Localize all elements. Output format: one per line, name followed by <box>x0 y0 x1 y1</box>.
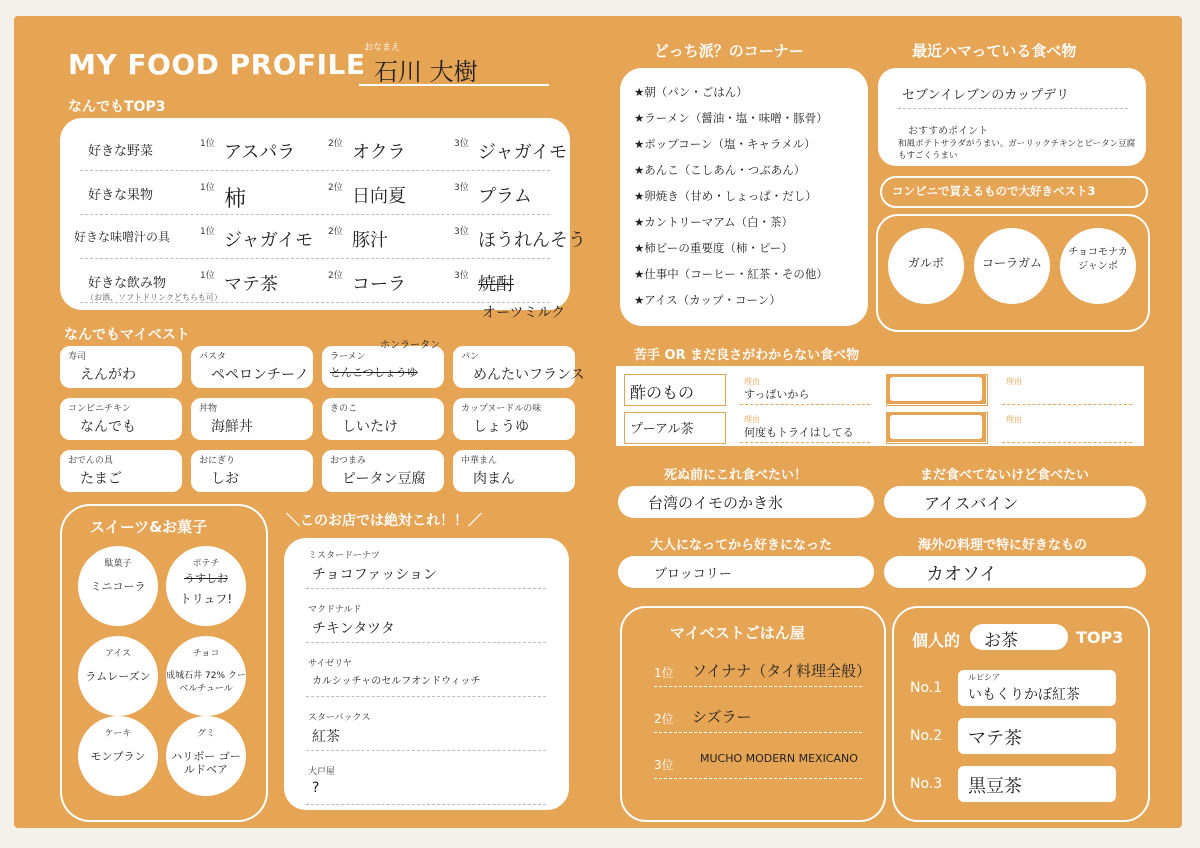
mybest-title: なんでもマイベスト <box>64 327 190 343</box>
sweets-circle <box>166 636 246 716</box>
dotchi-item: ★柿ピーの重要度（柿・ピー） <box>634 241 793 255</box>
top3-rank-label: 2位 <box>328 271 343 281</box>
sweets-item-label: アイス <box>104 649 132 659</box>
sweets-item-label: 駄菓子 <box>104 559 132 569</box>
name-label: おなまえ <box>364 43 401 53</box>
mybest-item-correction: ホンラータン <box>380 340 440 351</box>
gohan-line <box>654 686 862 687</box>
shops-box <box>284 538 569 810</box>
top3-rank-label: 2位 <box>328 227 343 237</box>
mybest-item-label: パスタ <box>199 352 227 362</box>
personal-title-fill: お茶 <box>984 631 1018 651</box>
recent-point-value: 和風ポテトサラダがうまい。ガーリックチキンとピータン豆腐もすごくうまい <box>898 139 1136 161</box>
mybest-item <box>191 346 313 388</box>
name-underline <box>359 84 549 86</box>
conbini-circle <box>974 228 1050 304</box>
conbini-circle <box>1060 228 1136 304</box>
personal-value: マテ茶 <box>968 728 1022 749</box>
sweets-item-value: 成城石井 72% クーベルチュール <box>166 671 246 694</box>
top3-row-note: （お酒、ソフトドリンクどちらも可） <box>86 293 222 302</box>
personal-rank: No.2 <box>910 728 943 744</box>
mybest-item-value: 肉まん <box>473 471 515 487</box>
shop-line <box>306 750 546 751</box>
sweets-item-label: グミ <box>196 729 215 739</box>
mybest-item-label: おにぎり <box>199 456 236 466</box>
mybest-item-value: しょうゆ <box>473 419 529 435</box>
top3-value: アスパラ <box>224 142 296 163</box>
shop-value: チキンタツタ <box>312 621 395 637</box>
top3-rank-label: 1位 <box>200 139 215 149</box>
top3-box <box>60 118 586 310</box>
personal-note: ルピシア <box>968 673 1000 682</box>
dotchi-box <box>620 68 868 326</box>
top3-rank-label: 3位 <box>454 183 469 193</box>
mybest-item-value: しいたけ <box>342 419 398 435</box>
top3-value: 日向夏 <box>352 186 406 207</box>
foreign-title: 海外の料理で特に好きなもの <box>918 538 1088 553</box>
sweets-item-label: ポテチ <box>192 559 220 569</box>
mybest-item-label: おでんの具 <box>68 456 113 466</box>
sweets-circle <box>166 716 246 796</box>
not-yet-box <box>884 486 1146 518</box>
dotchi-item: ★ポップコーン（塩・キャラメル） <box>634 137 816 151</box>
top3-value: ほうれんそう <box>478 230 586 251</box>
dotchi-item: ★卵焼き（甘め・しょっぱ・だし） <box>634 189 817 203</box>
personal-value-box <box>958 670 1116 706</box>
top3-title: なんでもTOP3 <box>68 99 166 115</box>
top3-row-label: 好きな果物 <box>88 188 154 203</box>
gohan-value: シズラー <box>692 708 752 726</box>
top3-rank-label: 1位 <box>200 183 215 193</box>
sweets-item-value: モンブラン <box>90 750 146 763</box>
sweets-item-value: ハリボー ゴールドベア <box>171 750 241 776</box>
mybest-item-value: えんがわ <box>80 367 136 383</box>
sweets-circle <box>166 546 246 626</box>
personal-value-box <box>958 718 1116 754</box>
mybest-item-value: しお <box>211 471 239 487</box>
conbini-item: コーラガム <box>981 256 1042 270</box>
top3-rank-label: 2位 <box>328 183 343 193</box>
dislike-line <box>740 404 870 405</box>
top3-rank-label: 1位 <box>200 271 215 281</box>
before-die-title: 死ぬ前にこれ食べたい！ <box>664 468 808 483</box>
mybest-item-label: きのこ <box>330 404 358 414</box>
mybest-item <box>60 398 182 440</box>
sweets-item-label: ケーキ <box>104 729 132 739</box>
dotchi-item: ★あんこ（こしあん・つぶあん） <box>634 163 806 177</box>
top3-row-label: 好きな飲み物 <box>88 276 167 291</box>
dotchi-item: ★朝（パン・ごはん） <box>634 85 748 99</box>
top3-extra-value: オーツミルク <box>482 305 566 321</box>
mybest-item <box>322 346 444 388</box>
gohan-line <box>654 778 862 779</box>
foreign-box <box>884 556 1146 588</box>
gohan-rank: 2位 <box>654 712 674 726</box>
grown-box <box>618 556 874 588</box>
mybest-item <box>322 450 444 492</box>
grown-value: ブロッコリー <box>654 567 732 582</box>
mybest-item-label: 中華まん <box>461 456 498 466</box>
personal-title-fill-box <box>970 624 1068 650</box>
dislike-reason-label: 理由 <box>744 415 760 424</box>
not-yet-title: まだ食べてないけど食べたい <box>920 468 1090 483</box>
gohan-rank: 3位 <box>654 758 674 772</box>
gohan-value: MUCHO MODERN MEXICANO <box>700 752 858 765</box>
shop-value: チョコファッション <box>312 567 438 583</box>
sweets-item-value: ミニコーラ <box>90 580 146 593</box>
mybest-item-label: 丼物 <box>199 404 218 414</box>
page-title: MY FOOD PROFILE <box>68 48 366 81</box>
dotchi-item: ★ラーメン（醤油・塩・味噌・豚骨） <box>634 111 828 125</box>
top3-row-line <box>80 214 550 215</box>
recent-box <box>878 68 1146 166</box>
mybest-item <box>191 450 313 492</box>
sweets-item-correction: トリュフ! <box>179 592 233 606</box>
shop-line <box>306 642 546 643</box>
sweets-title: スイーツ&お菓子 <box>90 518 208 536</box>
dotchi-title: どっち派？のコーナー <box>654 42 804 60</box>
shop-label: マクドナルド <box>308 605 362 615</box>
dislike-reason-label: 理由 <box>1006 377 1022 386</box>
dislike-empty-inner <box>890 415 982 439</box>
sweets-item-label: チョコ <box>192 649 220 659</box>
shops-title: ＼このお店では絶対これ！！／ <box>286 513 482 529</box>
dislike-reason-label: 理由 <box>1006 415 1022 424</box>
mybest-item-value: なんでも <box>80 419 136 435</box>
mybest-item-value: とんこつしょうゆ <box>330 366 418 379</box>
personal-title-pre: 個人的 <box>912 631 961 650</box>
conbini-title: コンビニで買えるもので大好きベスト3 <box>892 184 1096 198</box>
top3-rank-label: 3位 <box>454 227 469 237</box>
shop-value: カルシッチャのセルフオンドウィッチ <box>312 676 481 687</box>
mybest-item-label: カップヌードルの味 <box>461 404 542 414</box>
dislike-food: 酢のもの <box>630 383 695 402</box>
top3-value: ジャガイモ <box>478 142 568 163</box>
top3-rank-label: 3位 <box>454 271 469 281</box>
mybest-item-value: ピータン豆腐 <box>342 471 426 487</box>
dotchi-item: ★アイス（カップ・コーン） <box>634 293 781 307</box>
grown-title: 大人になってから好きになった <box>650 538 833 553</box>
top3-row-line <box>80 302 550 303</box>
mybest-item-value: ペペロンチーノ <box>211 367 309 383</box>
top3-value: プラム <box>478 186 532 207</box>
top3-value: 豚汁 <box>352 230 388 251</box>
dislike-reason-label: 理由 <box>744 377 760 386</box>
mybest-item-value: たまご <box>80 471 122 487</box>
mybest-item-value: めんたいフランス <box>473 367 585 383</box>
dislike-reason: 何度もトライはしてる <box>744 426 854 439</box>
top3-value: オクラ <box>352 142 406 163</box>
top3-value: 柿 <box>224 187 247 212</box>
gohan-title: マイベストごはん屋 <box>670 624 805 642</box>
dislike-food: プーアル茶 <box>630 422 694 437</box>
before-die-box <box>618 486 874 518</box>
sweets-circle <box>78 716 158 796</box>
dislike-title: 苦手 OR まだ良さがわからない食べ物 <box>634 348 860 363</box>
food-profile-sheet <box>14 16 1182 828</box>
mybest-item <box>322 398 444 440</box>
not-yet-value: アイスバイン <box>924 494 1019 513</box>
mybest-item-label: コンビニチキン <box>68 404 131 414</box>
top3-value: マテ茶 <box>224 274 278 295</box>
name-value: 石川 大樹 <box>374 58 478 86</box>
sweets-circle <box>78 636 158 716</box>
mybest-item <box>453 450 575 492</box>
mybest-item <box>453 398 575 440</box>
shop-line <box>306 588 546 589</box>
dislike-line <box>1002 404 1132 405</box>
before-die-value: 台湾のイモのかき氷 <box>648 494 784 512</box>
gohan-value: ソイナナ（タイ料理全般） <box>692 662 871 680</box>
top3-rank-label: 2位 <box>328 139 343 149</box>
mybest-item <box>60 450 182 492</box>
gohan-rank: 1位 <box>654 666 674 680</box>
dislike-line <box>1002 442 1132 443</box>
top3-row-line <box>80 258 550 259</box>
top3-row-label: 好きな味噌汁の具 <box>74 230 171 244</box>
mybest-item <box>453 346 585 388</box>
personal-rank: No.1 <box>910 680 943 696</box>
recent-line <box>898 108 1128 109</box>
dislike-empty-inner <box>890 377 982 401</box>
shop-value: 紅茶 <box>312 729 340 745</box>
personal-rank: No.3 <box>910 776 943 792</box>
top3-value: 焼酎 <box>478 274 514 295</box>
shop-label: サイゼリヤ <box>308 659 352 669</box>
top3-row-line <box>80 170 550 171</box>
top3-value: コーラ <box>352 274 406 295</box>
personal-title-post: TOP3 <box>1076 628 1124 647</box>
personal-value: 黒豆茶 <box>968 776 1022 797</box>
mybest-item-label: パン <box>461 352 480 362</box>
top3-rank-label: 3位 <box>454 139 469 149</box>
shop-line <box>306 804 546 805</box>
dislike-line <box>740 442 870 443</box>
personal-value-box <box>958 766 1116 802</box>
foreign-value: カオソイ <box>926 564 998 585</box>
shop-label: 大戸屋 <box>308 767 336 777</box>
top3-value: ジャガイモ <box>224 230 314 251</box>
mybest-item <box>191 398 313 440</box>
mybest-item <box>60 346 182 388</box>
dotchi-item: ★仕事中（コーヒー・紅茶・その他） <box>634 267 828 281</box>
sweets-item-value: うすしお <box>184 572 228 585</box>
mybest-item-label: 寿司 <box>68 352 87 362</box>
recent-value: セブンイレブンのカップデリ <box>902 88 1070 103</box>
personal-value: いもくりかぼ紅茶 <box>968 687 1080 703</box>
gohan-line <box>654 732 862 733</box>
mybest-item-label: ラーメン <box>330 352 366 362</box>
recent-title: 最近ハマっている食べ物 <box>912 42 1077 60</box>
top3-row-label: 好きな野菜 <box>88 144 154 159</box>
conbini-circle <box>888 228 964 304</box>
mybest-item-label: おつまみ <box>330 456 366 466</box>
shop-label: ミスタードーナツ <box>308 551 380 561</box>
sweets-circle <box>78 546 158 626</box>
recent-point-label: おすすめポイント <box>908 126 989 137</box>
mybest-item-value: 海鮮丼 <box>211 419 253 435</box>
shop-label: スターバックス <box>308 713 371 723</box>
sweets-item-value: ラムレーズン <box>85 670 151 683</box>
conbini-item: ガルボ <box>907 256 944 270</box>
top3-rank-label: 1位 <box>200 227 215 237</box>
dotchi-item: ★カントリーマアム（白・茶） <box>634 215 794 229</box>
shop-line <box>306 696 546 697</box>
shop-value: ? <box>312 780 320 796</box>
conbini-item: チョコモナカジャンボ <box>1068 247 1128 272</box>
dislike-reason: すっぱいから <box>744 388 810 401</box>
